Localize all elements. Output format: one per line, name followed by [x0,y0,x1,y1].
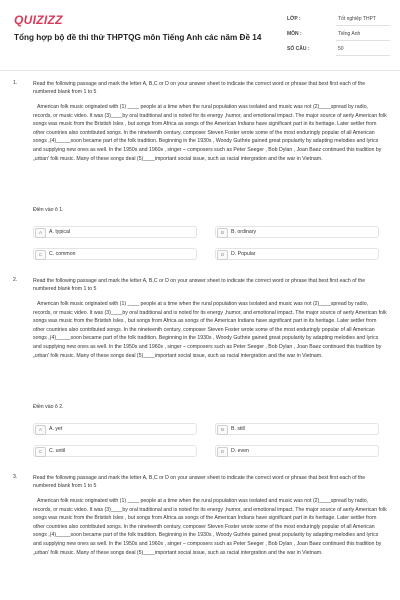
reading-passage [33,103,388,163]
meta-class [287,16,392,26]
meta-count [287,46,392,56]
document-title: Tổng hợp bộ đề thi thử THPTQG môn Tiếng Anh các năm Đề 14 [14,33,262,42]
option-a[interactable] [33,423,197,435]
option-text: B. ordinary [231,229,257,235]
option-letter: C [35,250,46,260]
option-d[interactable] [215,445,379,457]
fill-label: Điền vào ô 2. [33,404,64,410]
option-letter: A [35,425,46,435]
option-d[interactable] [215,248,379,260]
option-letter: B [217,425,228,435]
meta-underline [336,40,390,41]
passage-text: American folk music originated with (1) ____ people at a time when the rural population was isolated and music was not (2)____spread by radio, records, or music video. It was (3)____by oral traditional and is noted for its energy ,humor, and emotional impact. The major source of aerly American folk songs was music from the Bristish Isles , but songs from Africa as songs of the American Indians have significant part in its heritage. Later settler from other countries also contributed songs. In the nineteenth century, composer Steven Foster wrote some of the most enduringly popular of all American songs ,(4)_____soon became part of the folk tradition. Beginning in the 1930s , Woody Guthrie gained great popularity by adapting melodies and lyrics and supplying new ones as well. In the 1950s and 1960s , singer – composers such as Peter Seeger , Bob Dylan , Joan Baez continued this tradition by „urban' folk music. Many of these songs deal (5)____important social issue, such as racial intergration and the war in Vietnam. [33,301,387,359]
meta-underline [336,25,390,26]
meta-subject [287,31,392,41]
meta-count-value: 50 [338,46,344,52]
option-text: D. Popular [231,251,256,257]
quizizz-logo: QUIZIZZ [14,13,63,27]
option-c[interactable] [33,248,197,260]
option-text: A. typical [49,229,71,235]
option-text: C. until [49,448,66,454]
option-letter: B [217,228,228,238]
option-text: A. yet [49,426,63,432]
option-letter: D [217,447,228,457]
option-a[interactable] [33,226,197,238]
option-letter: C [35,447,46,457]
option-c[interactable] [33,445,197,457]
question-number: 1. [13,80,18,86]
meta-class-label: LỚP : [287,16,301,22]
option-text: D. even [231,448,249,454]
option-letter: A [35,228,46,238]
passage-text: American folk music originated with (1) ____ people at a time when the rural population was isolated and music was not (2)____spread by radio, records, or music video. It was (3)____by oral traditional and is noted for its energy ,humor, and emotional impact. The major source of aerly American folk songs was music from the Bristish Isles , but songs from Africa as songs of the American Indians have significant part in its heritage. Later settler from other countries also contributed songs. In the nineteenth century, composer Steven Foster wrote some of the most enduringly popular of all American songs ,(4)_____soon became part of the folk tradition. Beginning in the 1930s , Woody Guthrie gained great popularity by adapting melodies and lyrics and supplying new ones as well. In the 1950s and 1960s , singer – composers such as Peter Seeger , Bob Dylan , Joan Baez continued this tradition by „urban' folk music. Many of these songs deal (5)____important social issue, such as racial intergration and the war in Vietnam. [33,104,387,162]
page-header [0,0,400,70]
option-b[interactable] [215,226,379,238]
meta-class-value: Tốt nghiệp THPT [338,16,376,22]
option-b[interactable] [215,423,379,435]
option-text: B. still [231,426,245,432]
question-number: 3. [13,474,18,480]
question-number: 2. [13,277,18,283]
passage-text: American folk music originated with (1) ____ people at a time when the rural population was isolated and music was not (2)____spread by radio, records, or music video. It was (3)____by oral traditional and is noted for its energy ,humor, and emotional impact. The major source of aerly American folk songs was music from the Bristish Isles , but songs from Africa as songs of the American Indians have significant part in its heritage. Later settler from other countries also contributed songs. In the nineteenth century, composer Steven Foster wrote some of the most enduringly popular of all American songs ,(4)_____soon became part of the folk tradition. Beginning in the 1930s , Woody Guthrie gained great popularity by adapting melodies and lyrics and supplying new ones as well. In the 1950s and 1960s , singer – composers such as Peter Seeger , Bob Dylan , Joan Baez continued this tradition by „urban' folk music. Many of these songs deal (5)____important social issue, such as racial intergration and the war in Vietnam. [33,498,387,556]
fill-label: Điền vào ô 1. [33,207,64,213]
reading-passage [33,300,388,360]
meta-underline [336,55,390,56]
header-divider [0,70,400,71]
meta-subject-label: MÔN : [287,31,302,37]
reading-passage [33,497,388,557]
question-prompt: Read the following passage and mark the letter A, B,C or D on your answer sheet to indicate the correct word or phrase that best first each of the numbered blank from 1 to 5 [33,81,366,95]
meta-count-label: SỐ CÂU : [287,46,310,52]
question-prompt: Read the following passage and mark the letter A, B,C or D on your answer sheet to indicate the correct word or phrase that best first each of the numbered blank from 1 to 5 [33,278,366,292]
meta-subject-value: Tiếng Anh [338,31,361,37]
option-text: C. common [49,251,76,257]
option-letter: D [217,250,228,260]
question-prompt: Read the following passage and mark the letter A, B,C or D on your answer sheet to indicate the correct word or phrase that best first each of the numbered blank from 1 to 5 [33,475,366,489]
